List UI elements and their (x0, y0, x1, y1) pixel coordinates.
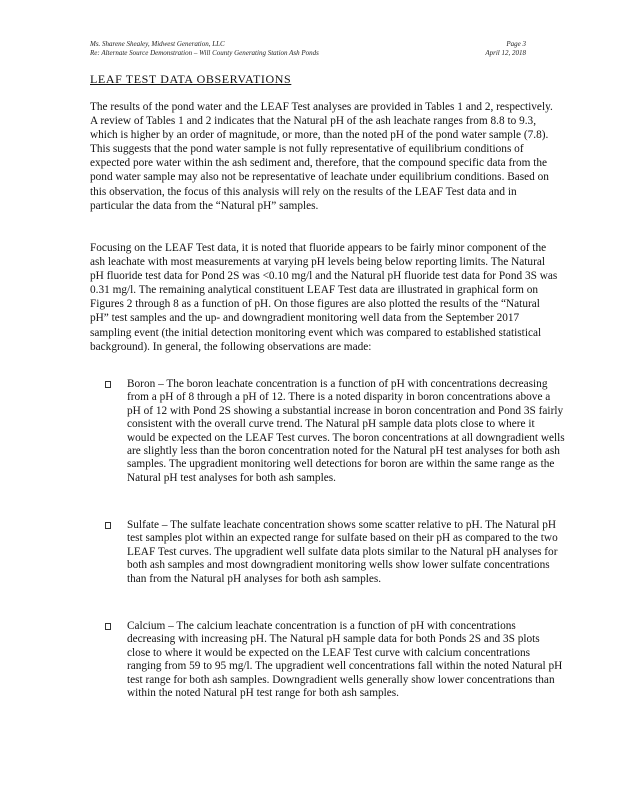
observation-sulfate (105, 519, 565, 586)
header-subject: Re: Alternate Source Demonstration – Will County Generating Station Ash Ponds (90, 49, 319, 57)
paragraph-text: Focusing on the LEAF Test data, it is noted that fluoride appears to be fairly minor component of the ash leachate with most measurements at varying pH levels being below reporting limits. The Natural pH fluoride test data for Pond 2S was <0.10 mg/l and the Natural pH fluoride test data for Pond 3S was 0.31 mg/l. The remaining analytical constituent LEAF Test data are illustrated in graphical form on Figures 2 through 8 as a function of pH. On those figures are also plotted the results of the “Natural pH” test samples and the up- and downgradient monitoring well data from the September 2017 sampling event (the initial detection monitoring event which was compared to established statistical background). In general, the following observations are made: (90, 242, 558, 353)
header-page-number: Page 3 (506, 40, 526, 48)
bullet-box-icon (105, 381, 111, 388)
letter-header-line-1 (90, 40, 526, 49)
bullet-text: Boron – The boron leachate concentration is a function of pH with concentrations decreasing from a pH of 8 through a pH of 12. There is a noted disparity in boron concentrations above a pH of 12 with Pond 2S showing a substantial increase in boron concentration and Pond 3S fairly consistent with the overall curve trend. The Natural pH sample data plots close to where it would be expected on the LEAF Test curves. The boron concentrations at all downgradient wells are slightly less than the boron concentration noted for the Natural pH test analyses for both ash samples. The upgradient monitoring well detections for boron are within the same range as the Natural pH test analyses for both ash samples. (127, 378, 565, 484)
bullet-box-icon (105, 522, 111, 529)
bullet-text: Calcium – The calcium leachate concentration is a function of pH with concentrations decreasing with increasing pH. The Natural pH sample data for both Ponds 2S and 3S plots close to where it would be expected on the LEAF Test curve with calcium concentrations ranging from 59 to 95 mg/l. The upgradient well concentrations fall within the noted Natural pH test range for both ash samples. Downgradient wells generally show lower concentrations than within the noted Natural pH test range for both ash samples. (127, 620, 563, 700)
header-recipient: Ms. Sharene Shealey, Midwest Generation, LLC (90, 40, 225, 48)
letter-header-line-2 (90, 49, 526, 58)
paragraph-results (90, 100, 560, 213)
bullet-box-icon (105, 623, 111, 630)
bullet-item (105, 378, 565, 485)
observation-calcium (105, 620, 565, 700)
bullet-text: Sulfate – The sulfate leachate concentration shows some scatter relative to pH. The Natural pH test samples plot within an expected range for sulfate based on their pH as compared to the two LEAF Test curves. The upgradient well sulfate data plots similar to the Natural pH analyses for both ash samples and most downgradient monitoring wells show lower sulfate concentrations than from the Natural pH analyses for both ash samples. (127, 519, 558, 585)
header-date: April 12, 2018 (485, 49, 526, 57)
paragraph-text: The results of the pond water and the LEAF Test analyses are provided in Tables 1 and 2, respectively. A review of Tables 1 and 2 indicates that the Natural pH of the ash leachate ranges from 8.8 to 9.3, which is higher by an order of magnitude, or more, than the noted pH of the pond water sample (7.8). This suggests that the pond water sample is not fully representative of equilibrium conditions of expected pore water within the ash sediment and, therefore, that the compound specific data from the pond water sample may also not be representative of leachate under equilibrium conditions. Based on this observation, the focus of this analysis will rely on the results of the LEAF Test data and in particular the data from the “Natural pH” samples. (90, 101, 553, 212)
bullet-item (105, 519, 565, 586)
section-title: LEAF TEST DATA OBSERVATIONS (90, 72, 292, 86)
bullet-item (105, 620, 565, 700)
paragraph-leaf-focus (90, 241, 560, 354)
observation-boron (105, 378, 565, 485)
